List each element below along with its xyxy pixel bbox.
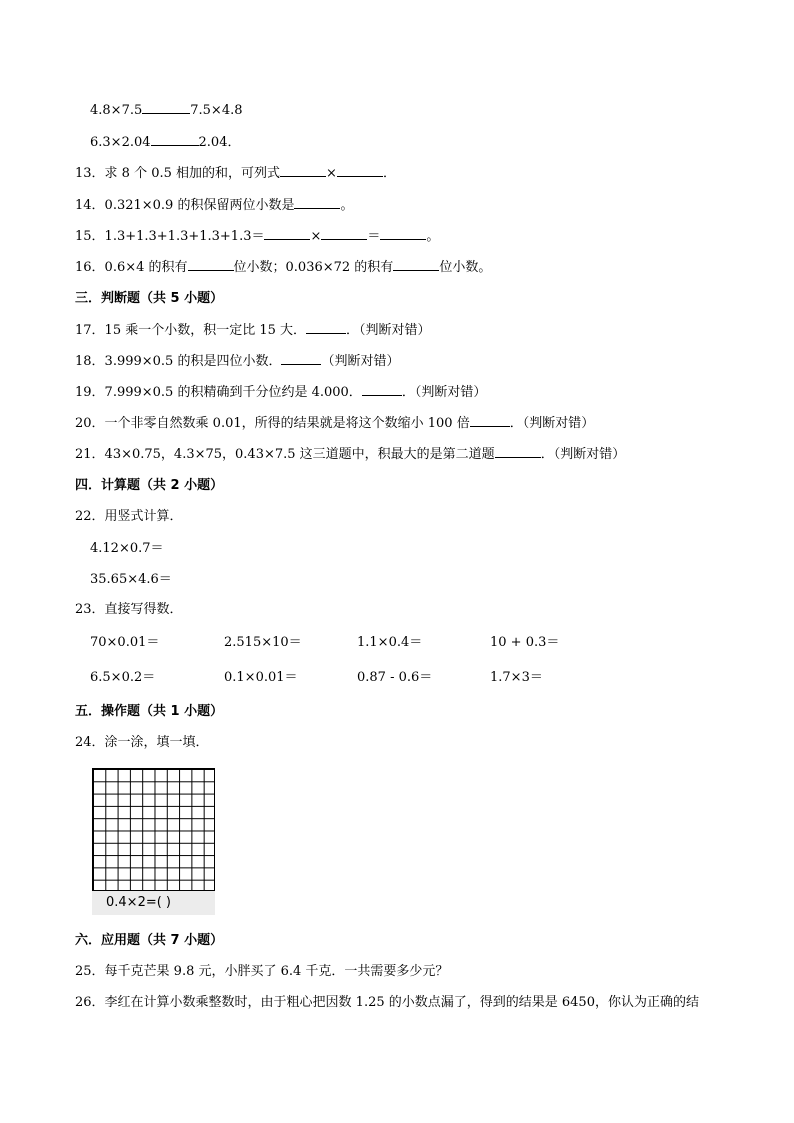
- expr-right: 7.5×4.8: [190, 103, 243, 118]
- equals-sign: ＝: [367, 229, 381, 244]
- answer-blank[interactable]: [362, 383, 402, 396]
- quick-calc-item: 1.1×0.4＝: [357, 635, 423, 650]
- quick-calc-item: 0.1×0.01＝: [224, 670, 298, 685]
- hundred-grid[interactable]: [92, 768, 215, 891]
- answer-blank[interactable]: [281, 352, 321, 365]
- q13-text: 13．求 8 个 0.5 相加的和，可列式: [75, 166, 281, 181]
- question-16: [75, 258, 491, 277]
- question-21: [75, 445, 625, 464]
- q20-text: 20．一个非零自然数乘 0.01，所得的结果就是将这个数缩小 100 倍: [75, 416, 470, 431]
- answer-blank[interactable]: [306, 321, 346, 334]
- question-22: 22．用竖式计算．: [75, 509, 183, 524]
- period: 。: [426, 229, 440, 244]
- section-heading-applied: 六．应用题（共 7 小题）: [75, 933, 224, 948]
- vertical-calc-1: 4.12×0.7＝: [90, 541, 164, 556]
- q17-suffix: ．（判断对错）: [346, 323, 431, 338]
- q14-text: 14．0.321×0.9 的积保留两位小数是: [75, 198, 295, 213]
- question-13: [75, 164, 396, 183]
- q18-text: 18．3.999×0.5 的积是四位小数．: [75, 354, 282, 369]
- times-sign: ×: [326, 166, 337, 181]
- times-sign: ×: [310, 229, 322, 244]
- q21-suffix: ．（判断对错）: [540, 447, 626, 462]
- q21-text: 21．43×0.75，4.3×75，0.43×7.5 这三道题中，积最大的是第二道题: [75, 447, 495, 462]
- section-heading-calc: 四．计算题（共 2 小题）: [75, 478, 224, 493]
- answer-blank[interactable]: [393, 258, 439, 271]
- q19-text: 19．7.999×0.5 的积精确到千分位约是 4.000．: [75, 385, 362, 400]
- answer-blank[interactable]: [142, 101, 190, 114]
- expr-left: 4.8×7.5: [90, 103, 143, 118]
- question-26: 26．李红在计算小数乘整数时，由于粗心把因数 1.25 的小数点漏了，得到的结果是 6450，你认为正确的结: [75, 995, 699, 1010]
- quick-calc-item: 1.7×3＝: [490, 670, 543, 685]
- answer-blank[interactable]: [280, 164, 326, 177]
- period: ．: [382, 166, 396, 181]
- q15-text: 15．1.3+1.3+1.3+1.3+1.3＝: [75, 229, 265, 244]
- q17-text: 17．15 乘一个小数，积一定比 15 大．: [75, 323, 307, 338]
- question-17: [75, 321, 431, 340]
- quick-calc-item: 70×0.01＝: [90, 635, 160, 650]
- q16-text-a: 16．0.6×4 的积有: [75, 260, 188, 275]
- quick-calc-item: 6.5×0.2＝: [90, 670, 156, 685]
- vertical-calc-2: 35.65×4.6＝: [90, 572, 172, 587]
- question-19: [75, 383, 486, 402]
- section-heading-judge: 三．判断题（共 5 小题）: [75, 291, 224, 306]
- question-24: 24．涂一涂，填一填．: [75, 735, 209, 750]
- comparison-line-1: [90, 101, 243, 120]
- answer-blank[interactable]: [264, 227, 310, 240]
- question-14: [75, 196, 353, 215]
- question-25: 25．每千克芒果 9.8 元，小胖买了 6.4 千克．一共需要多少元？: [75, 964, 449, 979]
- answer-blank[interactable]: [337, 164, 383, 177]
- q18-suffix: （判断对错）: [321, 354, 400, 369]
- grid-caption: [92, 891, 215, 915]
- question-23: 23．直接写得数．: [75, 602, 183, 617]
- expr-left: 6.3×2.04: [90, 135, 151, 150]
- q16-text-b: 位小数；0.036×72 的积有: [233, 260, 394, 275]
- answer-blank[interactable]: [321, 227, 367, 240]
- q16-text-c: 位小数。: [439, 260, 492, 275]
- answer-blank[interactable]: [151, 133, 199, 146]
- quick-calc-item: 2.515×10＝: [224, 635, 302, 650]
- question-18: [75, 352, 399, 371]
- question-15: [75, 227, 439, 246]
- section-heading-operation: 五．操作题（共 1 小题）: [75, 704, 224, 719]
- answer-blank[interactable]: [495, 445, 541, 458]
- q19-suffix: ．（判断对错）: [401, 385, 487, 400]
- period: 。: [340, 198, 354, 213]
- answer-blank[interactable]: [470, 414, 510, 427]
- quick-calc-item: 10 + 0.3＝: [490, 635, 560, 650]
- q20-suffix: ．（判断对错）: [509, 416, 595, 431]
- expr-right: 2.04．: [198, 135, 241, 150]
- quick-calc-item: 0.87 - 0.6＝: [357, 670, 433, 685]
- answer-blank[interactable]: [188, 258, 234, 271]
- question-20: [75, 414, 594, 433]
- answer-blank[interactable]: [380, 227, 426, 240]
- grid-caption-text: 0.4×2=( ): [106, 895, 172, 910]
- answer-blank[interactable]: [294, 196, 340, 209]
- comparison-line-2: [90, 133, 240, 152]
